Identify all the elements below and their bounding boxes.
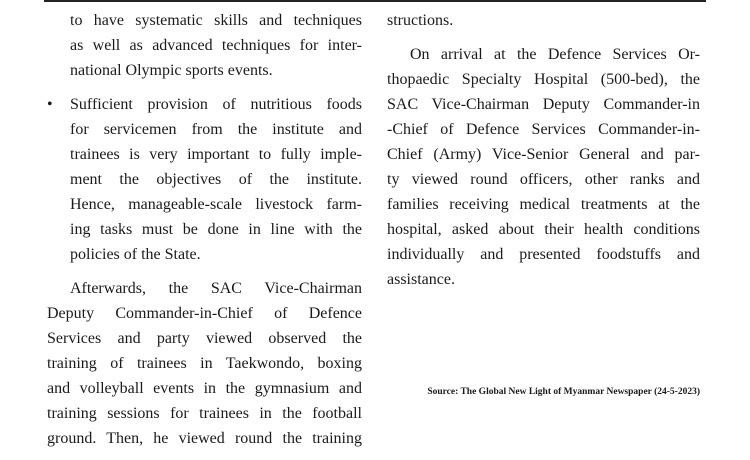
text-line: hospital, asked about their health conditions [387,221,700,238]
text-line: Deputy Commander-in-Chief of Defence [47,305,362,322]
text-line: to have systematic skills and techniques [70,12,362,29]
bullet-item [47,92,362,267]
text-line: Hence, manageable-scale livestock farm- [70,196,362,213]
top-rule [44,0,706,2]
source-credit: Source: The Global New Light of Myanmar Newspaper (24-5-2023) [427,387,700,397]
text-line: thopaedic Specialty Hospital (500-bed), the [387,71,700,88]
text-line: Chief (Army) Vice-Senior General and par- [387,146,700,163]
text-line: On arrival at the Defence Services Or- [410,46,700,63]
text-line: assistance. [387,271,455,288]
paragraph [387,42,700,292]
left-column [47,8,362,451]
text-line: ground. Then, he viewed round the training [47,430,362,447]
text-line: ment the objectives of the institute. [70,171,362,188]
text-line: as well as advanced techniques for inter- [70,37,362,54]
text-line: families receiving medical treatments at the [387,196,700,213]
text-line: trainees is very important to fully imple- [70,146,362,163]
text-line: national Olympic sports events. [70,62,273,79]
right-column [387,8,700,292]
bullet-icon: • [47,96,53,113]
text-line: ty viewed round officers, other ranks and [387,171,700,188]
text-line: Afterwards, the SAC Vice-Chairman [70,280,362,297]
text-line: -Chief of Defence Services Commander-in- [387,121,700,138]
text-line: individually and presented foodstuffs and [387,246,700,263]
text-line: and volleyball events in the gymnasium and [47,380,362,397]
text-line: structions. [387,12,454,29]
text-line: policies of the State. [70,246,201,263]
paragraph [47,276,362,451]
text-line: for servicemen from the institute and [70,121,362,138]
text-line: SAC Vice-Chairman Deputy Commander-in [387,96,700,113]
text-line: Services and party viewed observed the [47,330,362,347]
bullet-continuation [47,8,362,83]
text-line: training sessions for trainees in the football [47,405,362,422]
text-line: ing tasks must be done in line with the [70,221,362,238]
text-line: training of trainees in Taekwondo, boxing [47,355,362,372]
text-line: Sufficient provision of nutritious foods [70,96,362,113]
